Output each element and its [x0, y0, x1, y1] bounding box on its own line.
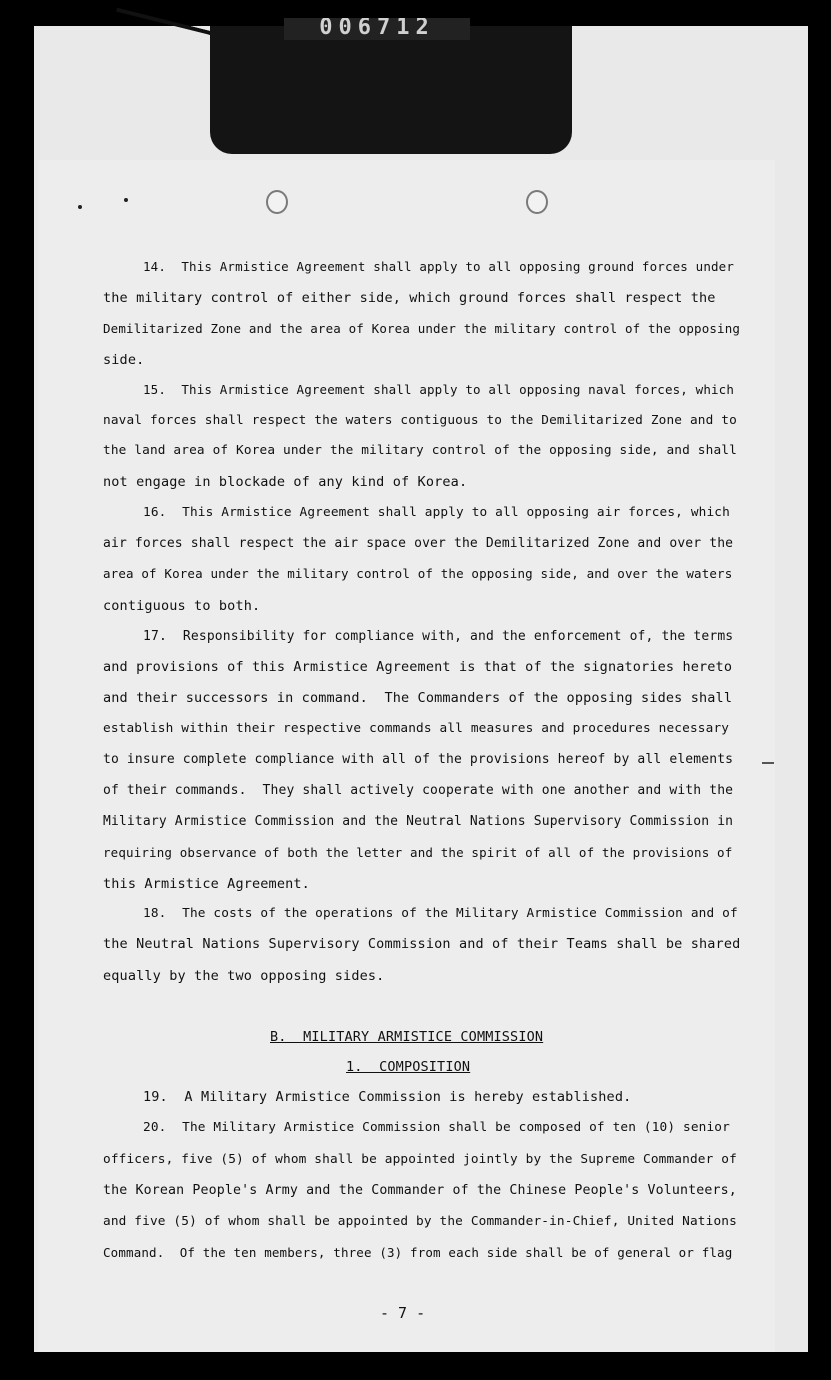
text-line: air forces shall respect the air space over the Demilitarized Zone and over the [103, 536, 734, 551]
frame-counter: 006712 [284, 18, 470, 40]
counter-device [210, 26, 572, 154]
text-line: equally by the two opposing sides. [103, 968, 385, 984]
text-line: side. [103, 352, 145, 368]
text-line: Command. Of the ten members, three (3) from each side shall be of general or flag [103, 1245, 733, 1260]
text-line: and five (5) of whom shall be appointed by the Commander-in-Chief, United Nations [103, 1214, 737, 1229]
text-line: contiguous to both. [103, 598, 261, 614]
text-line: to insure complete compliance with all of the provisions hereof by all elements [103, 752, 734, 767]
text-line: area of Korea under the military control of the opposing side, and over the waters [103, 566, 733, 581]
text-line: this Armistice Agreement. [103, 876, 310, 892]
text-line: 16. This Armistice Agreement shall apply to all opposing air forces, which [143, 505, 730, 520]
text-line: the Neutral Nations Supervisory Commission and of their Teams shall be shared [103, 936, 741, 952]
section-heading: B. MILITARY ARMISTICE COMMISSION [270, 1029, 544, 1045]
subsection-heading: 1. COMPOSITION [346, 1059, 471, 1075]
text-line: not engage in blockade of any kind of Korea. [103, 474, 468, 490]
punch-hole-right [526, 190, 548, 214]
text-line: 15. This Armistice Agreement shall apply to all opposing naval forces, which [143, 382, 735, 397]
text-line: establish within their respective commands all measures and procedures necessary [103, 721, 730, 736]
text-line: officers, five (5) of whom shall be appointed jointly by the Supreme Commander of [103, 1152, 737, 1167]
text-line: requiring observance of both the letter and the spirit of all of the provisions of [103, 845, 733, 860]
text-line: 18. The costs of the operations of the Military Armistice Commission and of [143, 906, 738, 921]
text-line: 14. This Armistice Agreement shall apply to all opposing ground forces under [143, 259, 735, 274]
text-line: naval forces shall respect the waters contiguous to the Demilitarized Zone and to [103, 413, 737, 428]
text-line: 17. Responsibility for compliance with, and the enforcement of, the terms [143, 629, 734, 644]
text-line: 20. The Military Armistice Commission shall be composed of ten (10) senior [143, 1120, 730, 1135]
margin-mark [762, 762, 774, 764]
text-line: of their commands. They shall actively cooperate with one another and with the [103, 783, 734, 798]
page-number: - 7 - [380, 1304, 426, 1322]
punch-hole-left [266, 190, 288, 214]
text-line: 19. A Military Armistice Commission is hereby established. [143, 1089, 632, 1105]
text-line: Demilitarized Zone and the area of Korea under the military control of the opposing [103, 321, 741, 336]
speck-mark [78, 205, 82, 209]
text-line: and provisions of this Armistice Agreement is that of the signatories hereto [103, 659, 733, 675]
speck-mark [124, 198, 128, 202]
text-line: the land area of Korea under the military control of the opposing side, and shall [103, 443, 737, 458]
text-line: the military control of either side, which ground forces shall respect the [103, 290, 716, 306]
text-line: and their successors in command. The Commanders of the opposing sides shall [103, 690, 733, 706]
text-line: Military Armistice Commission and the Neutral Nations Supervisory Commission in [103, 814, 734, 829]
text-line: the Korean People's Army and the Commander of the Chinese People's Volunteers, [103, 1183, 737, 1198]
